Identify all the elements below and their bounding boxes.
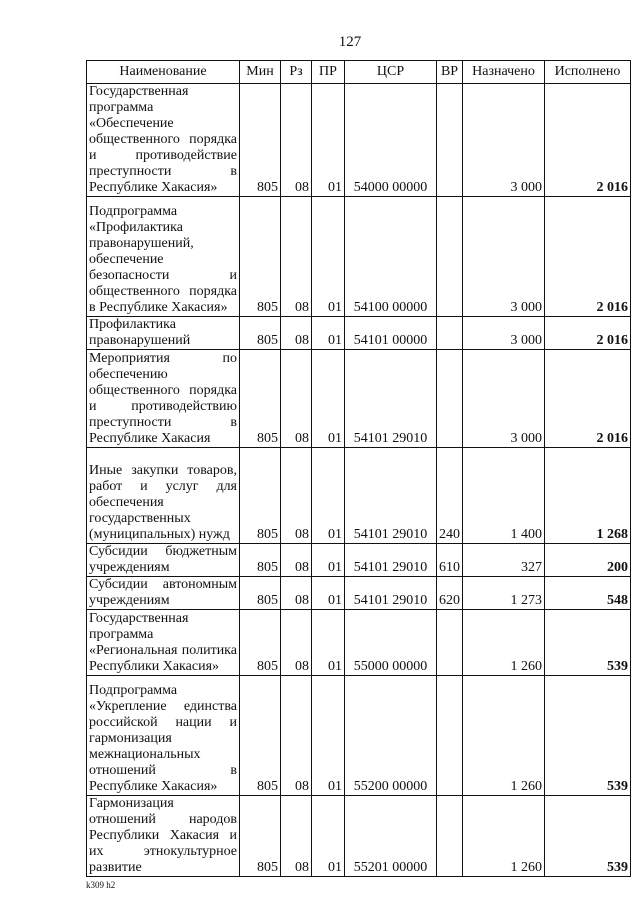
header-rz: Рз bbox=[281, 61, 312, 84]
row-rz: 08 bbox=[281, 197, 312, 317]
row-assigned: 1 260 bbox=[463, 610, 545, 676]
row-csr: 55201 00000 bbox=[345, 796, 437, 877]
row-rz: 08 bbox=[281, 84, 312, 197]
row-vr bbox=[437, 197, 463, 317]
row-assigned: 1 260 bbox=[463, 676, 545, 796]
row-min: 805 bbox=[240, 610, 281, 676]
row-executed: 2 016 bbox=[545, 197, 631, 317]
row-csr: 54101 29010 bbox=[345, 544, 437, 577]
row-assigned: 1 273 bbox=[463, 577, 545, 610]
row-pr: 01 bbox=[312, 350, 345, 448]
row-vr: 620 bbox=[437, 577, 463, 610]
row-assigned: 3 000 bbox=[463, 317, 545, 350]
row-csr: 54101 29010 bbox=[345, 448, 437, 544]
table-row bbox=[87, 350, 631, 448]
row-executed: 200 bbox=[545, 544, 631, 577]
row-executed: 2 016 bbox=[545, 350, 631, 448]
table-row bbox=[87, 544, 631, 577]
row-min: 805 bbox=[240, 544, 281, 577]
row-executed: 2 016 bbox=[545, 84, 631, 197]
row-vr bbox=[437, 84, 463, 197]
header-name: Наименование bbox=[87, 61, 240, 84]
header-vr: ВР bbox=[437, 61, 463, 84]
row-rz: 08 bbox=[281, 796, 312, 877]
row-executed: 539 bbox=[545, 676, 631, 796]
row-pr: 01 bbox=[312, 197, 345, 317]
row-csr: 54101 00000 bbox=[345, 317, 437, 350]
row-vr bbox=[437, 350, 463, 448]
row-vr bbox=[437, 676, 463, 796]
row-rz: 08 bbox=[281, 610, 312, 676]
row-name: Государственная программа «Обеспечение общественного порядка и противодействие преступности в Республике Хакасия» bbox=[87, 84, 240, 197]
table-row bbox=[87, 577, 631, 610]
table-row bbox=[87, 317, 631, 350]
header-assigned: Назначено bbox=[463, 61, 545, 84]
row-executed: 1 268 bbox=[545, 448, 631, 544]
row-vr: 240 bbox=[437, 448, 463, 544]
row-executed: 539 bbox=[545, 610, 631, 676]
row-pr: 01 bbox=[312, 84, 345, 197]
row-assigned: 1 260 bbox=[463, 796, 545, 877]
row-rz: 08 bbox=[281, 317, 312, 350]
table-row bbox=[87, 610, 631, 676]
row-min: 805 bbox=[240, 796, 281, 877]
row-csr: 55200 00000 bbox=[345, 676, 437, 796]
row-name: Гармонизация отношений народов Республики Хакасия и их этнокультурное развитие bbox=[87, 796, 240, 877]
header-pr: ПР bbox=[312, 61, 345, 84]
row-assigned: 327 bbox=[463, 544, 545, 577]
row-name: Субсидии автономным учреждениям bbox=[87, 577, 240, 610]
row-min: 805 bbox=[240, 577, 281, 610]
row-name: Иные закупки товаров, работ и услуг для обеспечения государственных (муниципальных) нужд bbox=[87, 448, 240, 544]
row-name: Подпрограмма «Профилактика правонарушений, обеспечение безопасности и общественного порядка в Республике Хакасия» bbox=[87, 197, 240, 317]
row-rz: 08 bbox=[281, 676, 312, 796]
row-rz: 08 bbox=[281, 544, 312, 577]
row-rz: 08 bbox=[281, 350, 312, 448]
row-min: 805 bbox=[240, 676, 281, 796]
row-name: Государственная программа «Региональная политика Республики Хакасия» bbox=[87, 610, 240, 676]
row-min: 805 bbox=[240, 317, 281, 350]
row-executed: 539 bbox=[545, 796, 631, 877]
row-vr: 610 bbox=[437, 544, 463, 577]
row-executed: 548 bbox=[545, 577, 631, 610]
row-assigned: 3 000 bbox=[463, 84, 545, 197]
row-executed: 2 016 bbox=[545, 317, 631, 350]
page-number: 127 bbox=[338, 34, 362, 50]
footer-code: k309 h2 bbox=[86, 880, 116, 890]
row-rz: 08 bbox=[281, 448, 312, 544]
row-pr: 01 bbox=[312, 610, 345, 676]
row-name: Подпрограмма «Укрепление единства российской нации и гармонизация межнациональных отношений в Республике Хакасия» bbox=[87, 676, 240, 796]
row-vr bbox=[437, 317, 463, 350]
row-pr: 01 bbox=[312, 676, 345, 796]
row-csr: 55000 00000 bbox=[345, 610, 437, 676]
row-pr: 01 bbox=[312, 544, 345, 577]
row-vr bbox=[437, 796, 463, 877]
row-pr: 01 bbox=[312, 317, 345, 350]
row-pr: 01 bbox=[312, 577, 345, 610]
header-csr: ЦСР bbox=[345, 61, 437, 84]
row-name: Профилактика правонарушений bbox=[87, 317, 240, 350]
row-pr: 01 bbox=[312, 448, 345, 544]
row-vr bbox=[437, 610, 463, 676]
row-min: 805 bbox=[240, 197, 281, 317]
table-row bbox=[87, 197, 631, 317]
table-row bbox=[87, 796, 631, 877]
budget-table bbox=[86, 60, 631, 877]
row-assigned: 3 000 bbox=[463, 350, 545, 448]
table-header-row bbox=[87, 61, 631, 84]
row-csr: 54101 29010 bbox=[345, 577, 437, 610]
row-rz: 08 bbox=[281, 577, 312, 610]
table-row bbox=[87, 84, 631, 197]
row-name: Субсидии бюджетным учреждениям bbox=[87, 544, 240, 577]
row-csr: 54000 00000 bbox=[345, 84, 437, 197]
row-min: 805 bbox=[240, 84, 281, 197]
table-row bbox=[87, 676, 631, 796]
row-pr: 01 bbox=[312, 796, 345, 877]
row-assigned: 1 400 bbox=[463, 448, 545, 544]
header-min: Мин bbox=[240, 61, 281, 84]
table-row bbox=[87, 448, 631, 544]
row-csr: 54100 00000 bbox=[345, 197, 437, 317]
row-assigned: 3 000 bbox=[463, 197, 545, 317]
row-min: 805 bbox=[240, 350, 281, 448]
header-executed: Исполнено bbox=[545, 61, 631, 84]
row-min: 805 bbox=[240, 448, 281, 544]
row-csr: 54101 29010 bbox=[345, 350, 437, 448]
row-name: Мероприятия по обеспечению общественного порядка и противодействию преступности в Республике Хакасия bbox=[87, 350, 240, 448]
